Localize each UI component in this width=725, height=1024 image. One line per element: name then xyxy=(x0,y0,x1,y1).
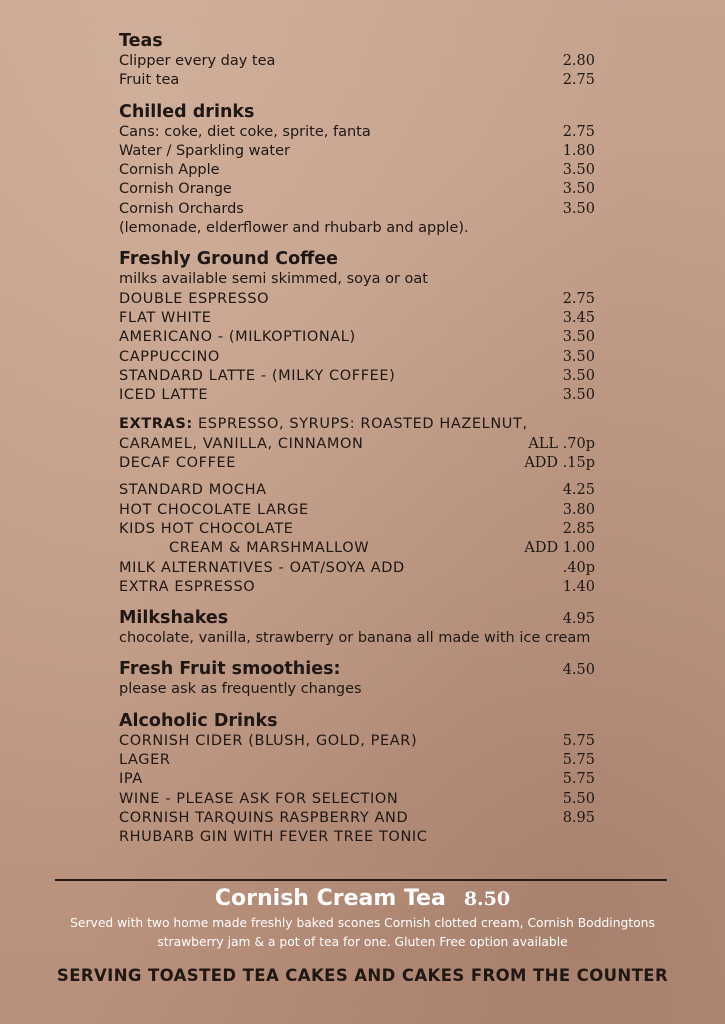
menu-item xyxy=(119,809,595,828)
chilled-section xyxy=(119,101,595,239)
item-price: 4.50 xyxy=(562,662,595,679)
menu-item xyxy=(119,770,595,789)
menu-item xyxy=(119,578,595,597)
item-name: AMERICANO - (MILKOPTIONAL) xyxy=(119,329,356,346)
item-price: 4.25 xyxy=(562,482,595,499)
item-name: ICED LATTE xyxy=(119,387,209,404)
item-price: 2.85 xyxy=(562,520,595,537)
item-name: Cornish Orchards xyxy=(119,200,244,217)
item-name: DOUBLE ESPRESSO xyxy=(119,290,270,307)
menu-item xyxy=(119,790,595,809)
item-name: LAGER xyxy=(119,752,171,769)
item-price: 3.80 xyxy=(562,501,595,518)
item-price: 8.95 xyxy=(562,809,595,826)
menu-item xyxy=(119,142,595,161)
cream-tea-section xyxy=(0,884,725,952)
menu-item xyxy=(119,386,595,405)
item-name: CORNISH TARQUINS RASPBERRY AND xyxy=(119,809,409,826)
coffee-section xyxy=(119,248,595,405)
menu-item xyxy=(119,180,595,199)
section-note: please ask as frequently changes xyxy=(119,681,362,698)
extras-line xyxy=(119,415,595,434)
item-price: .40p xyxy=(562,559,595,576)
menu-item xyxy=(119,367,595,386)
item-name: Clipper every day tea xyxy=(119,53,276,69)
item-name: MILK ALTERNATIVES - OAT/SOYA ADD xyxy=(119,559,405,576)
item-price: 3.45 xyxy=(562,309,595,326)
menu-item xyxy=(119,161,595,180)
item-price: 5.75 xyxy=(562,771,595,788)
item-price: 2.80 xyxy=(562,53,595,69)
item-name: CAPPUCCINO xyxy=(119,348,220,365)
extras-section xyxy=(119,415,595,473)
item-price: 3.50 xyxy=(562,181,595,198)
footer-banner: SERVING TOASTED TEA CAKES AND CAKES FROM THE COUNTER xyxy=(56,966,669,985)
section-title: Chilled drinks xyxy=(119,101,255,122)
item-name: STANDARD MOCHA xyxy=(119,482,267,499)
item-price: 2.75 xyxy=(562,123,595,140)
item-price: ADD .15p xyxy=(524,455,595,472)
menu-item xyxy=(119,828,595,847)
item-price: 3.50 xyxy=(562,329,595,346)
item-note: (lemonade, elderflower and rhubarb and apple). xyxy=(119,220,469,237)
item-name: KIDS HOT CHOCOLATE xyxy=(119,520,294,537)
item-name: HOT CHOCOLATE LARGE xyxy=(119,501,309,518)
hot-drinks-section xyxy=(119,481,595,597)
menu-item xyxy=(119,435,595,454)
item-price: 1.40 xyxy=(562,578,595,595)
item-name: Fruit tea xyxy=(119,72,180,89)
section-header xyxy=(119,658,595,680)
item-name: DECAF COFFEE xyxy=(119,455,237,472)
item-price: 3.50 xyxy=(562,348,595,365)
item-name: STANDARD LATTE - (MILKY COFFEE) xyxy=(119,367,396,384)
smoothies-section xyxy=(119,658,595,699)
item-price: ALL .70p xyxy=(528,435,595,452)
section-title: Fresh Fruit smoothies: xyxy=(119,659,341,680)
section-title: Freshly Ground Coffee xyxy=(119,249,339,270)
menu-list xyxy=(119,30,595,858)
item-price: 3.50 xyxy=(562,200,595,217)
extras-text: ESPRESSO, SYRUPS: ROASTED HAZELNUT, xyxy=(198,416,528,433)
section-title: Milkshakes xyxy=(119,608,229,629)
menu-item xyxy=(119,71,595,90)
menu-item xyxy=(119,559,595,578)
item-name: RHUBARB GIN WITH FEVER TREE TONIC xyxy=(119,829,428,846)
item-price: 3.50 xyxy=(562,162,595,179)
item-name: Cornish Apple xyxy=(119,162,220,179)
item-price: 5.50 xyxy=(562,790,595,807)
divider xyxy=(55,879,667,881)
menu-item xyxy=(119,290,595,309)
item-price: 5.75 xyxy=(562,732,595,749)
item-price: 1.80 xyxy=(562,142,595,159)
menu-item xyxy=(119,501,595,520)
menu-item xyxy=(119,200,595,219)
item-price: 2.75 xyxy=(562,72,595,89)
item-price: 5.75 xyxy=(562,752,595,769)
item-name: Cornish Orange xyxy=(119,181,232,198)
item-name: Water / Sparkling water xyxy=(119,142,290,159)
menu-item xyxy=(119,348,595,367)
item-price: 4.95 xyxy=(562,611,595,628)
item-name: IPA xyxy=(119,771,143,788)
cream-tea-title: Cornish Cream Tea xyxy=(214,886,446,911)
item-name: WINE - PLEASE ASK FOR SELECTION xyxy=(119,790,399,807)
milkshakes-section xyxy=(119,607,595,648)
item-price: 3.50 xyxy=(562,387,595,404)
cream-tea-price: 8.50 xyxy=(463,888,511,910)
item-price: 3.50 xyxy=(562,367,595,384)
cream-tea-desc-line: strawberry jam & a pot of tea for one. Gluten Free option available xyxy=(157,935,568,949)
menu-item xyxy=(119,328,595,347)
menu-item xyxy=(119,751,595,770)
item-name: FLAT WHITE xyxy=(119,309,212,326)
item-name: EXTRA ESPRESSO xyxy=(119,578,256,595)
cream-tea-header xyxy=(0,884,725,914)
section-title: Teas xyxy=(119,31,163,51)
section-note: milks available semi skimmed, soya or oat xyxy=(119,271,428,288)
menu-item xyxy=(119,454,595,473)
section-title: Alcoholic Drinks xyxy=(119,710,278,731)
menu-item xyxy=(119,52,595,71)
menu-item xyxy=(119,732,595,751)
item-name: CORNISH CIDER (BLUSH, GOLD, PEAR) xyxy=(119,732,418,749)
item-price: 2.75 xyxy=(562,290,595,307)
section-header xyxy=(119,607,595,629)
menu-item xyxy=(119,123,595,142)
extras-label: EXTRAS: xyxy=(119,416,193,433)
alcohol-section xyxy=(119,710,595,848)
item-name: CREAM & MARSHMALLOW xyxy=(169,540,370,557)
menu-item xyxy=(119,520,595,539)
menu-item xyxy=(119,481,595,500)
menu-item xyxy=(119,309,595,328)
item-price: ADD 1.00 xyxy=(524,540,595,557)
item-name: Cans: coke, diet coke, sprite, fanta xyxy=(119,123,371,140)
teas-section xyxy=(119,30,595,91)
item-name: CARAMEL, VANILLA, CINNAMON xyxy=(119,435,364,452)
section-note: chocolate, vanilla, strawberry or banana all made with ice cream xyxy=(119,630,591,647)
cream-tea-desc-line: Served with two home made freshly baked scones Cornish clotted cream, Cornish Boddingtons xyxy=(70,916,655,930)
menu-item xyxy=(119,539,595,558)
